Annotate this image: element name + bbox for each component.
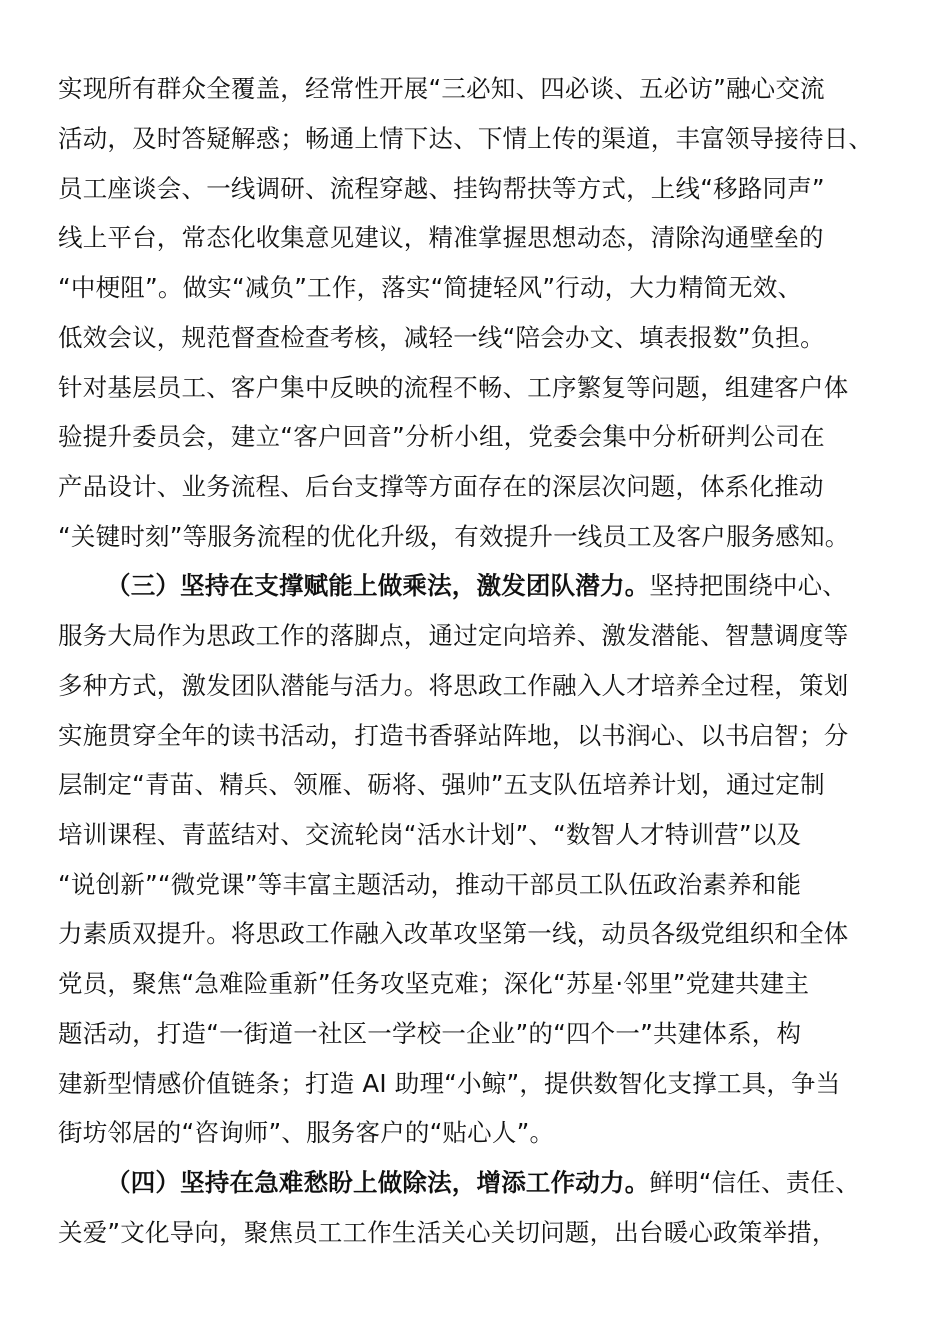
paragraph-1-line-10: “关键时刻”等服务流程的优化升级，有效提升一线员工及客户服务感知。 bbox=[58, 522, 850, 551]
section-3-first-line bbox=[106, 566, 847, 606]
paragraph-1-line-7: 针对基层员工、客户集中反映的流程不畅、工序繁复等问题，组建客户体 bbox=[58, 373, 849, 402]
paragraph-1-line-3: 员工座谈会、一线调研、流程穿越、挂钩帮扶等方式，上线“移路同声” bbox=[58, 174, 825, 203]
section-3-first-line-text: 坚持把围绕中心、 bbox=[649, 571, 848, 600]
section-4-first-line-text: 鲜明“信任、责任、 bbox=[649, 1168, 860, 1197]
section-3-line-12: 街坊邻居的“咨询师”、服务客户的“贴心人”。 bbox=[58, 1118, 555, 1147]
section-3-line-9: 党员，聚焦“急难险重新”任务攻坚克难；深化“苏星·邻里”党建共建主 bbox=[58, 969, 810, 998]
section-3-line-4: 实施贯穿全年的读书活动，打造书香驿站阵地，以书润心、以书启智；分 bbox=[58, 721, 849, 750]
section-3-line-3: 多种方式，激发团队潜能与活力。将思政工作融入人才培养全过程，策划 bbox=[58, 671, 849, 700]
paragraph-1-line-4: 线上平台，常态化收集意见建议，精准掌握思想动态，清除沟通壁垒的 bbox=[58, 223, 824, 252]
section-4-first-line bbox=[106, 1163, 860, 1203]
section-3-line-8: 力素质双提升。将思政工作融入改革攻坚第一线，动员各级党组织和全体 bbox=[58, 919, 849, 948]
paragraph-1-line-2: 活动，及时答疑解惑；畅通上情下达、下情上传的渠道，丰富领导接待日、 bbox=[58, 124, 874, 153]
section-3-line-11: 建新型情感价值链条；打造 AI 助理“小鲸”，提供数智化支撑工具，争当 bbox=[58, 1069, 841, 1098]
paragraph-1-line-5: “中梗阻”。做实“减负”工作，落实“简捷轻风”行动，大力精简无效、 bbox=[58, 273, 803, 302]
section-3-line-5: 层制定“青苗、精兵、领雁、砺将、强帅”五支队伍培养计划，通过定制 bbox=[58, 770, 825, 799]
section-3-heading: （三）坚持在支撑赋能上做乘法，激发团队潜力。 bbox=[106, 571, 650, 600]
section-3-line-2: 服务大局作为思政工作的落脚点，通过定向培养、激发潜能、智慧调度等 bbox=[58, 621, 849, 650]
section-3-line-6: 培训课程、青蓝结对、交流轮岗“活水计划”、“数智人才特训营”以及 bbox=[58, 820, 802, 849]
section-3-line-10: 题活动，打造“一街道一社区一学校一企业”的“四个一”共建体系，构 bbox=[58, 1019, 802, 1048]
section-3-line-7: “说创新”“微党课”等丰富主题活动，推动干部员工队伍政治素养和能 bbox=[58, 870, 802, 899]
paragraph-1-line-6: 低效会议，规范督查检查考核，减轻一线“陪会办文、填表报数”负担。 bbox=[58, 323, 825, 352]
paragraph-1-line-1: 实现所有群众全覆盖，经常性开展“三必知、四必谈、五必访”融心交流 bbox=[58, 74, 825, 103]
paragraph-1-line-9: 产品设计、业务流程、后台支撑等方面存在的深层次问题，体系化推动 bbox=[58, 472, 824, 501]
paragraph-1-line-8: 验提升委员会，建立“客户回音”分析小组，党委会集中分析研判公司在 bbox=[58, 422, 825, 451]
section-4-heading: （四）坚持在急难愁盼上做除法，增添工作动力。 bbox=[106, 1168, 650, 1197]
section-4-line-2: 关爱”文化导向，聚焦员工工作生活关心关切问题，出台暖心政策举措， bbox=[58, 1218, 837, 1247]
